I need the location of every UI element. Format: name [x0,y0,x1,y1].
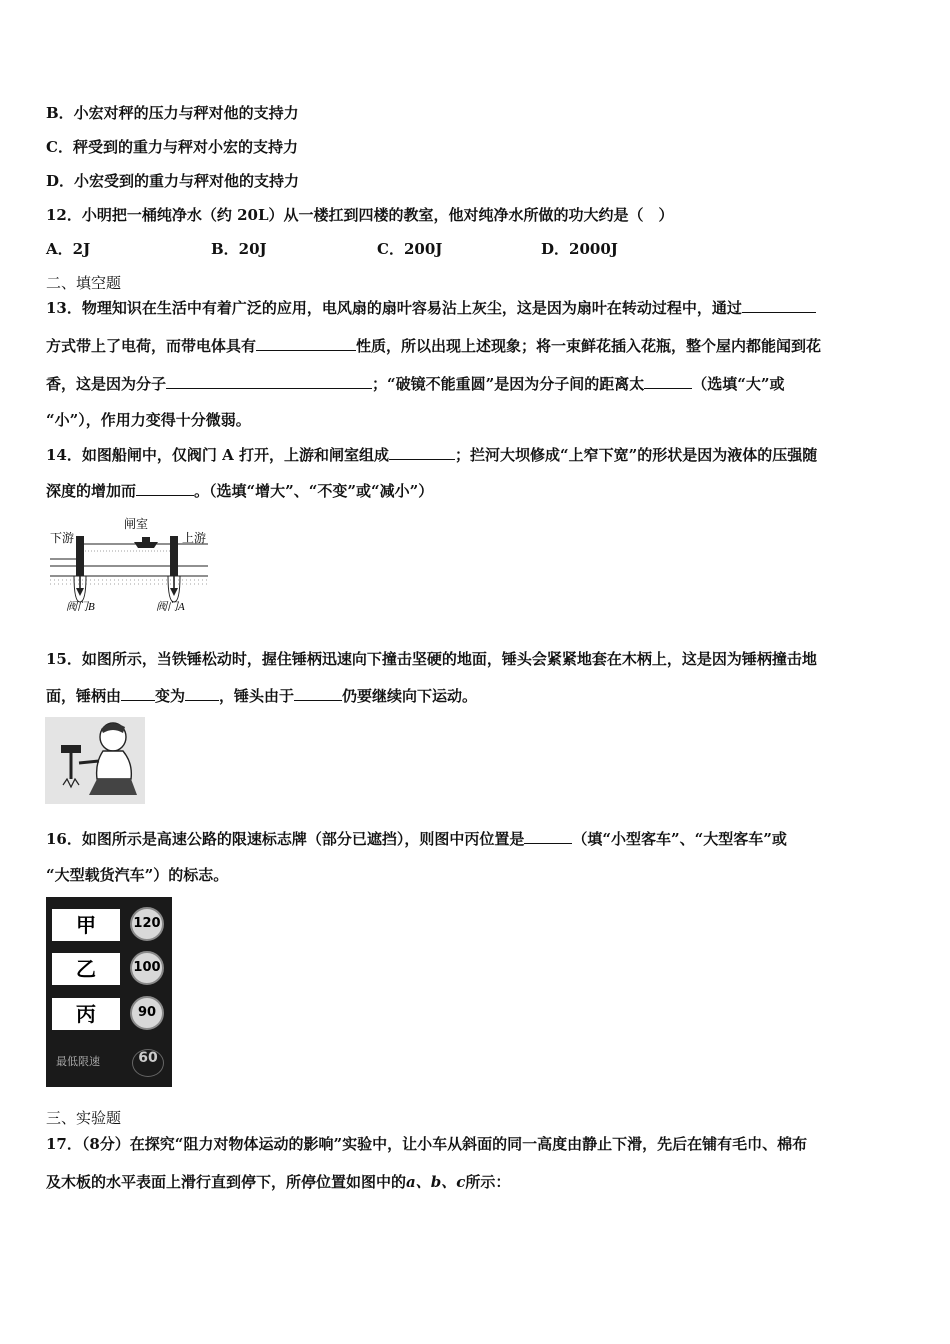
q13-blank-2 [256,336,356,351]
q13-line4: “小”），作用力变得十分微弱。 [46,411,251,429]
q13-text-6: （选填“大”或 [692,375,785,393]
q13-line3 [46,374,785,394]
q12-option-c: C．200J [377,240,443,258]
q13-blank-1 [742,298,816,313]
q15-text-1: 面，锤柄由 [46,687,122,705]
q16-text-1: 16．如图所示是高速公路的限速标志牌（部分已遮挡），则图中丙位置是 [46,830,525,848]
sign-row-2 [52,950,166,988]
label-chamber: 闸室 [124,517,149,531]
option-d-prev: D．小宏受到的重力与秤对他的支持力 [46,172,300,190]
q14-line1 [46,445,817,465]
sign-row-4-label: 最低限速 [56,1055,100,1068]
sign-row-1-speed: 120 [130,907,164,941]
sign-row-3-speed: 90 [130,996,164,1030]
q15-blank-2 [185,686,219,701]
q17-text-2: 所示： [465,1173,511,1191]
sign-row-4-speed: 60 [132,1049,164,1077]
q17-line2 [46,1172,510,1192]
hammer-figure [45,717,145,804]
q13-line2 [46,336,821,356]
sign-row-3-label: 丙 [52,998,120,1030]
q12-option-d: D．2000J [541,240,618,258]
sign-row-1 [52,906,166,944]
q14-blank-1 [389,445,455,460]
q14-text-1: 14．如图船闸中，仅阀门 A 打开，上游和闸室组成 [46,446,389,464]
q17-line1: 17．（8分）在探究“阻力对物体运动的影响”实验中，让小车从斜面的同一高度由静止下滑，先后在铺有毛巾、棉布 [46,1135,808,1153]
sign-row-4 [52,1039,166,1077]
ship-lock-diagram [46,514,216,614]
q15-blank-3 [294,686,342,701]
hammer-illustration [45,717,145,804]
sign-row-2-speed: 100 [130,951,164,985]
q14-line2 [46,481,433,501]
label-upstream: 上游 [182,531,207,545]
option-b-prev: B．小宏对秤的压力与秤对他的支持力 [46,104,299,122]
label-valve-a: 阀门A [156,601,185,613]
q14-text-4: 。（选填“增大”、“不变”或“减小”） [194,482,434,500]
q15-blank-1 [121,686,155,701]
q14-text-3: 深度的增加而 [46,482,137,500]
q15-text-4: 仍要继续向下运动。 [342,687,478,705]
section-heading-experiment: 三、实验题 [46,1109,122,1127]
label-valve-b: 阀门B [66,601,95,613]
sign-row-2-label: 乙 [52,953,120,985]
q13-line1 [46,298,816,318]
q12-option-b: B．20J [211,240,267,258]
ship-lock-figure [46,514,216,614]
q16-text-2: （填“小型客车”、“大型客车”或 [572,830,787,848]
q15-line2 [46,686,477,706]
q13-text-4: 香，这是因为分子 [46,375,167,393]
q17-text-1: 及木板的水平表面上滑行直到停下，所停位置如图中的 [46,1173,407,1191]
sign-row-1-label: 甲 [52,909,120,941]
q15-text-2: 变为 [155,687,186,705]
q13-blank-4 [644,374,692,389]
q13-text-2: 方式带上了电荷，而带电体具有 [46,337,257,355]
label-downstream: 下游 [50,531,75,545]
section-heading-fill: 二、填空题 [46,274,122,292]
q16-line1 [46,829,787,849]
q13-text-3: 性质，所以出现上述现象；将一束鲜花插入花瓶，整个屋内都能闻到花 [356,337,822,355]
q15-text-3: ，锤头由于 [219,687,295,705]
q14-text-2: ；拦河大坝修成“上窄下宽”的形状是因为液体的压强随 [454,446,818,464]
q16-line2: “大型载货汽车”）的标志。 [46,866,229,884]
q12-option-a: A．2J [46,240,91,258]
q13-text-1: 13．物理知识在生活中有着广泛的应用，电风扇的扇叶容易沾上灰尘，这是因为扇叶在转动过程中，通过 [46,299,742,317]
speed-limit-sign [46,897,172,1087]
q12-stem: 12．小明把一桶纯净水（约 20L）从一楼扛到四楼的教室，他对纯净水所做的功大约是（ ） [46,206,674,224]
option-c-prev: C．秤受到的重力与秤对小宏的支持力 [46,138,298,156]
q12-options [46,239,618,259]
q15-line1: 15．如图所示，当铁锤松动时，握住锤柄迅速向下撞击坚硬的地面，锤头会紧紧地套在木柄上，这是因为锤柄撞击地 [46,650,817,668]
q13-blank-3 [166,374,372,389]
q17-labels-abc: a、b、c [406,1173,466,1191]
q13-text-5: ；“破镜不能重圆”是因为分子间的距离太 [372,375,645,393]
sign-row-3 [52,995,166,1033]
q14-blank-2 [136,481,194,496]
q16-blank-1 [524,829,572,844]
